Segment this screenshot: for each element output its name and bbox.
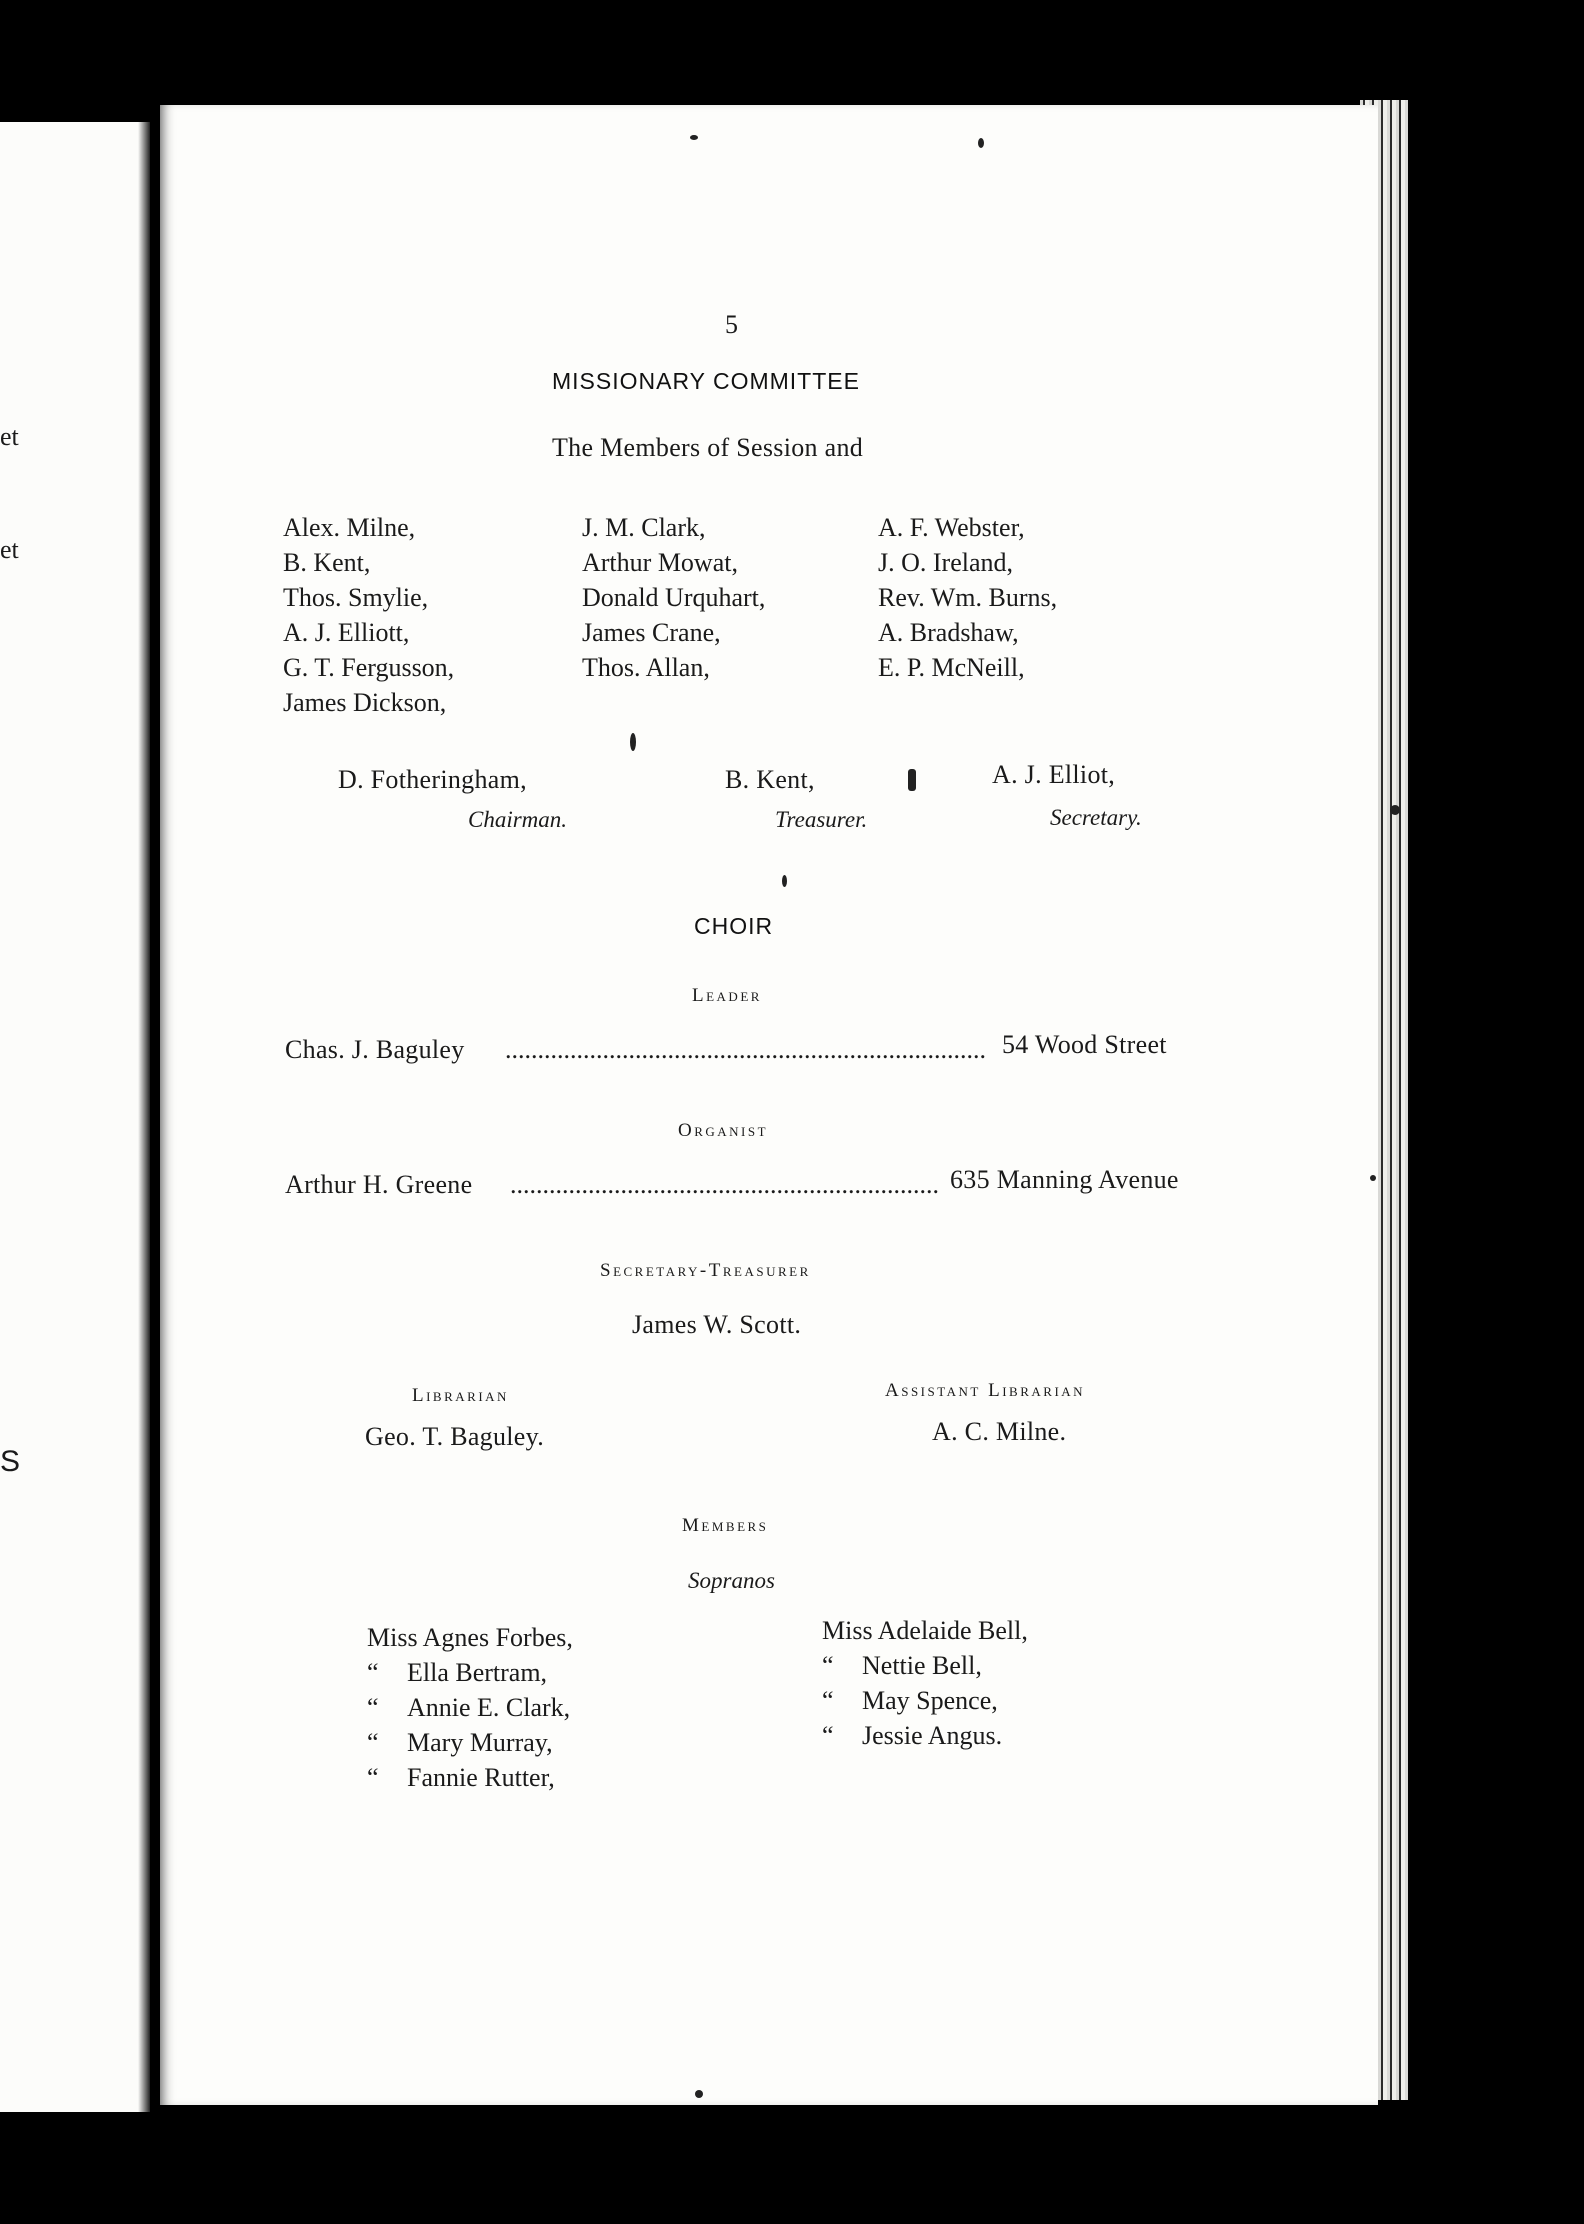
organist-label: Organist [678,1120,769,1141]
ink-speck [908,769,916,791]
committee-member: A. J. Elliott, [283,618,410,647]
assistant-librarian-name: A. C. Milne. [932,1417,1067,1446]
session-intro: The Members of Session and [552,433,864,462]
leader-leader-dots: .......................................................................... [505,1035,986,1064]
members-label: Members [682,1515,769,1536]
leader-label: Leader [692,985,762,1006]
soprano-member: “ Annie E. Clark, [367,1690,573,1725]
document-page [160,105,1378,2105]
secretary-treasurer-label: Secretary-Treasurer [600,1260,811,1281]
librarian-name: Geo. T. Baguley. [365,1422,545,1451]
committee-member: Thos. Smylie, [283,583,429,612]
secretary-name: A. J. Elliot, [992,760,1116,789]
librarian-label: Librarian [412,1385,509,1406]
ink-speck [782,875,787,887]
committee-member: Thos. Allan, [582,653,710,682]
leader-address: 54 Wood Street [1002,1030,1167,1059]
committee-column-1 [283,510,454,720]
committee-member: G. T. Fergusson, [283,653,455,682]
ditto-mark: “ [822,1721,834,1750]
ink-speck [690,135,698,140]
soprano-member: Miss Adelaide Bell, [822,1616,1028,1645]
soprano-member: “ Jessie Angus. [822,1718,1028,1753]
ditto-mark: “ [367,1763,379,1792]
left-page-edge [0,122,150,2112]
committee-member: Rev. Wm. Burns, [878,583,1058,612]
chairman-name: D. Fotheringham, [338,765,527,794]
secretary-title: Secretary. [1050,805,1142,830]
assistant-librarian-label: Assistant Librarian [885,1380,1086,1401]
left-page-fragment: et [0,535,19,564]
ditto-mark: “ [822,1686,834,1715]
leader-name: Chas. J. Baguley [285,1035,465,1064]
chairman-title: Chairman. [468,807,568,832]
committee-column-2 [582,510,765,685]
ink-speck [978,138,984,148]
ditto-mark: “ [367,1728,379,1757]
soprano-member: “ Fannie Rutter, [367,1760,573,1795]
left-page-fragment: et [0,422,19,451]
organist-leader-dots: .................................................................. [510,1170,939,1199]
secretary-treasurer-name: James W. Scott. [632,1310,802,1339]
committee-member: A. F. Webster, [878,513,1025,542]
soprano-member: “ May Spence, [822,1683,1028,1718]
treasurer-title: Treasurer. [775,807,868,832]
organist-name: Arthur H. Greene [285,1170,473,1199]
committee-member: Alex. Milne, [283,513,416,542]
ditto-mark: “ [822,1651,834,1680]
sopranos-label: Sopranos [688,1568,775,1593]
committee-member: A. Bradshaw, [878,618,1019,647]
soprano-member: “ Mary Murray, [367,1725,573,1760]
ink-speck [695,2090,703,2098]
committee-member: James Crane, [582,618,721,647]
left-page-fragment: S [0,1445,21,1478]
missionary-committee-heading: MISSIONARY COMMITTEE [552,368,860,394]
ink-speck [1370,1175,1376,1181]
ink-speck [1390,805,1400,815]
committee-member: James Dickson, [283,688,447,717]
committee-member: Donald Urquhart, [582,583,766,612]
page-number: 5 [725,310,739,339]
committee-member: Arthur Mowat, [582,548,738,577]
treasurer-name: B. Kent, [725,765,815,794]
soprano-member: “ Ella Bertram, [367,1655,573,1690]
ditto-mark: “ [367,1658,379,1687]
committee-member: J. M. Clark, [582,513,706,542]
committee-member: J. O. Ireland, [878,548,1014,577]
ditto-mark: “ [367,1693,379,1722]
sopranos-column-2 [822,1613,1028,1753]
committee-column-3 [878,510,1057,685]
soprano-member: “ Nettie Bell, [822,1648,1028,1683]
organist-address: 635 Manning Avenue [950,1165,1179,1194]
committee-member: B. Kent, [283,548,371,577]
choir-heading: CHOIR [694,913,774,939]
soprano-member: Miss Agnes Forbes, [367,1623,573,1652]
committee-member: E. P. McNeill, [878,653,1025,682]
book-gutter [138,122,150,2112]
ink-speck [630,733,636,751]
sopranos-column-1 [367,1620,573,1795]
